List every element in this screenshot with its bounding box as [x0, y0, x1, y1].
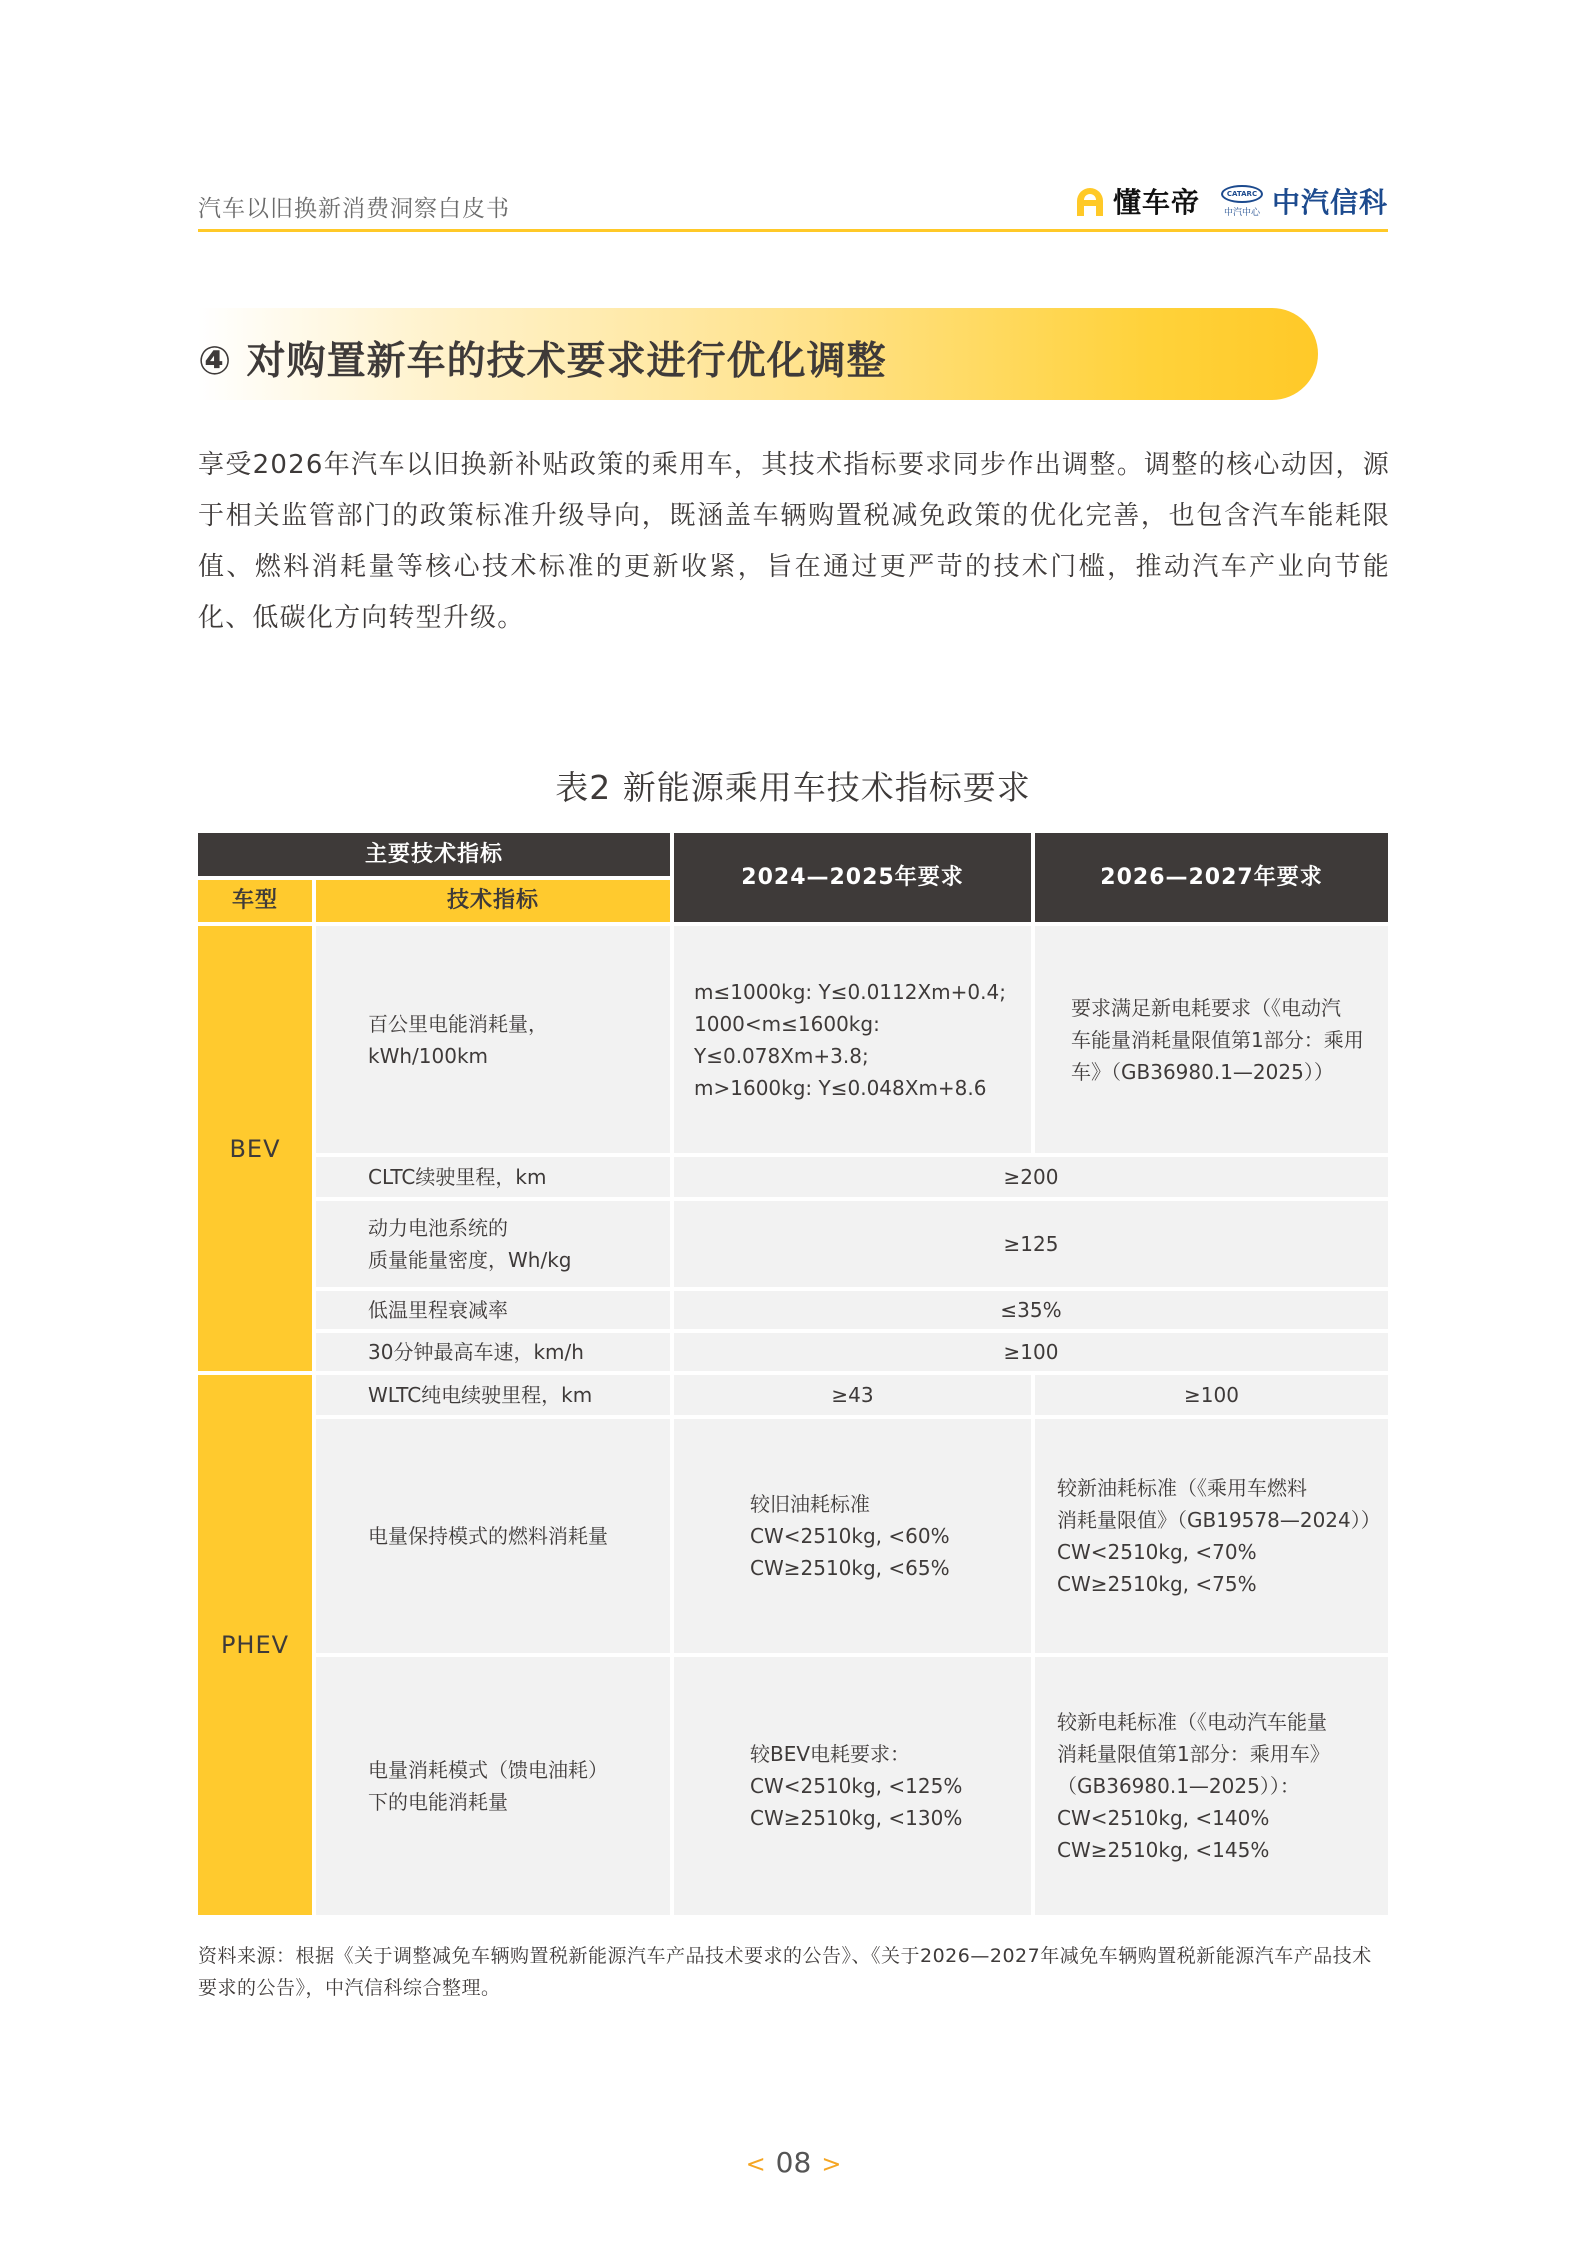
logo-group	[1073, 180, 1388, 222]
req-2024-2025-cell: 较旧油耗标准 CW<2510kg, <60% CW≥2510kg, <65%	[674, 1419, 1031, 1653]
indicator-cell: CLTC续驶里程，km	[316, 1157, 670, 1197]
vehicle-type-bev: BEV	[198, 926, 312, 1371]
section-heading-banner	[198, 308, 1318, 400]
chevron-left-icon: <	[745, 2150, 766, 2178]
header-2026-2027: 2026—2027年要求	[1035, 833, 1388, 922]
indicator-cell: 动力电池系统的 质量能量密度，Wh/kg	[316, 1201, 670, 1287]
header-2024-2025: 2024—2025年要求	[674, 833, 1031, 922]
header-main-group: 主要技术指标	[198, 833, 670, 876]
catarc-badge-icon: CATARC 中汽中心	[1218, 185, 1266, 218]
body-paragraph: 享受2026年汽车以旧换新补贴政策的乘用车，其技术指标要求同步作出调整。调整的核心动因，源于相关监管部门的政策标准升级导向，既涵盖车辆购置税减免政策的优化完善，也包含汽车能耗限值、燃料消耗量等核心技术标准的更新收紧，旨在通过更严苛的技术门槛，推动汽车产业向节能化、低碳化方向转型升级。	[198, 450, 1390, 633]
page-header	[198, 180, 1388, 232]
req-2024-2025-cell: 较BEV电耗要求： CW<2510kg, <125% CW≥2510kg, <130%	[674, 1657, 1031, 1915]
indicator-cell: WLTC纯电续驶里程，km	[316, 1375, 670, 1415]
header-indicator: 技术指标	[316, 880, 670, 922]
table-caption: 表2 新能源乘用车技术指标要求	[555, 768, 1031, 807]
chevron-right-icon: >	[821, 2150, 842, 2178]
merged-req-cell: ≤35%	[674, 1291, 1388, 1329]
dongchedi-logo	[1073, 181, 1200, 221]
page-number	[0, 2146, 1587, 2179]
req-2026-2027-cell: 较新油耗标准（《乘用车燃料 消耗量限值》（GB19578—2024）） CW<2510kg, <70% CW≥2510kg, <75%	[1035, 1419, 1388, 1653]
dongchedi-logo-icon	[1073, 184, 1107, 218]
indicator-cell: 电量保持模式的燃料消耗量	[316, 1419, 670, 1653]
dongchedi-logo-text: 懂车帝	[1112, 186, 1200, 219]
merged-req-cell: ≥200	[674, 1157, 1388, 1197]
page-number-value: 08	[775, 2146, 812, 2179]
section-title: ④ 对购置新车的技术要求进行优化调整	[198, 339, 887, 384]
vehicle-type-phev: PHEV	[198, 1375, 312, 1915]
header-vehicle-type: 车型	[198, 880, 312, 922]
req-2024-2025-cell: ≥43	[674, 1375, 1031, 1415]
indicator-cell: 百公里电能消耗量， kWh/100km	[316, 926, 670, 1153]
source-note: 资料来源：根据《关于调整减免车辆购置税新能源汽车产品技术要求的公告》、《关于2026—2027年减免车辆购置税新能源汽车产品技术要求的公告》，中汽信科综合整理。	[198, 1945, 1372, 1999]
document-title: 汽车以旧换新消费洞察白皮书	[198, 196, 510, 222]
req-2026-2027-cell: 要求满足新电耗要求（《电动汽 车能量消耗量限值第1部分：乘用 车》（GB36980.1—2025））	[1035, 926, 1388, 1153]
indicator-cell: 30分钟最高车速，km/h	[316, 1333, 670, 1371]
req-2026-2027-cell: 较新电耗标准（《电动汽车能量 消耗量限值第1部分：乘用车》 （GB36980.1—2025））： CW<2510kg, <140% CW≥2510kg, <145%	[1035, 1657, 1388, 1915]
indicator-cell: 电量消耗模式（馈电油耗） 下的电能消耗量	[316, 1657, 670, 1915]
indicator-cell: 低温里程衰减率	[316, 1291, 670, 1329]
merged-req-cell: ≥125	[674, 1201, 1388, 1287]
catarc-logo-text: 中汽信科	[1271, 186, 1388, 219]
req-2026-2027-cell: ≥100	[1035, 1375, 1388, 1415]
header-divider	[198, 229, 1388, 232]
merged-req-cell: ≥100	[674, 1333, 1388, 1371]
catarc-logo	[1218, 181, 1388, 221]
req-2024-2025-cell: m≤1000kg: Y≤0.0112Xm+0.4; 1000<m≤1600kg: Y≤0.078Xm+3.8; m>1600kg: Y≤0.048Xm+8.6	[674, 926, 1031, 1153]
